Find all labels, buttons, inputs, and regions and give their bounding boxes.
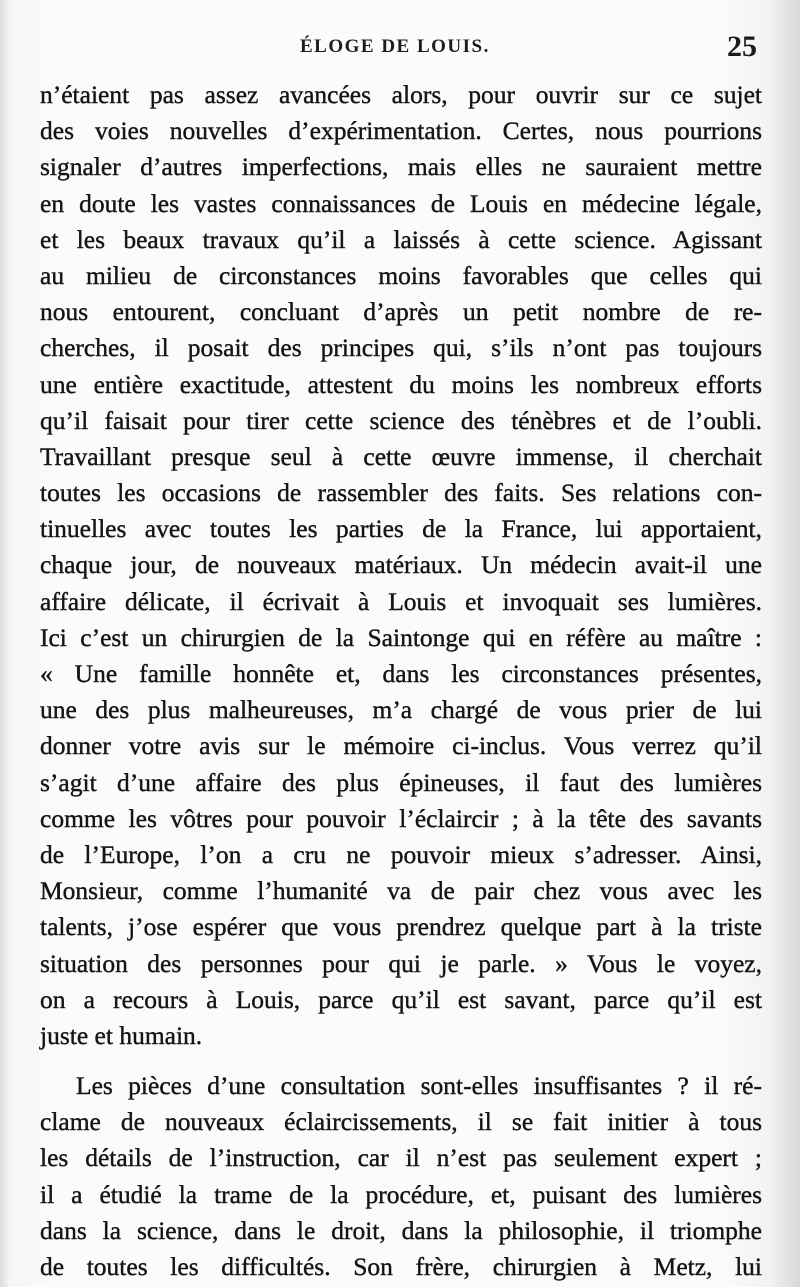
text-line: au milieu de circonstances moins favorables que celles qui xyxy=(40,260,762,290)
text-line: nous entourent, concluant d’après un petit nombre de re- xyxy=(40,297,762,327)
text-line: Monsieur, comme l’humanité va de pair chez vous avec les xyxy=(40,876,762,906)
page-number: 25 xyxy=(727,30,757,63)
text-line: des voies nouvelles d’expérimentation. Certes, nous pourrions xyxy=(40,116,762,146)
text-line: il a étudié la trame de la procédure, et, puisant des lumières xyxy=(40,1179,762,1209)
text-line: « Une famille honnête et, dans les circonstances présentes, xyxy=(40,659,762,688)
text-line: Travaillant presque seul à cette œuvre immense, il cherchait xyxy=(40,441,762,471)
text-line: donner votre avis sur le mémoire ci-inclus. Vous verrez qu’il xyxy=(40,731,762,761)
text-line: une entière exactitude, attestent du moins les nombreux efforts xyxy=(40,369,762,399)
text-line: on a recours à Louis, parce qu’il est savant, parce qu’il est xyxy=(40,984,762,1014)
text-line: et les beaux travaux qu’il a laissés à cette science. Agissant xyxy=(40,224,762,254)
text-line: comme les vôtres pour pouvoir l’éclaircir ; à la tête des savants xyxy=(40,803,762,833)
text-line: Les pièces d’une consultation sont-elles insuffisantes ? il ré- xyxy=(76,1071,762,1101)
text-line: tinuelles avec toutes les parties de la France, lui apportaient, xyxy=(40,514,762,544)
paragraph-break xyxy=(40,1054,762,1068)
text-line: de l’Europe, l’on a cru ne pouvoir mieux s’adresser. Ainsi, xyxy=(40,839,762,869)
text-line: situation des personnes pour qui je parle. » Vous le voyez, xyxy=(40,948,762,978)
text-line: cherches, il posait des principes qui, s’ils n’ont pas toujours xyxy=(40,333,762,363)
text-line: juste et humain. xyxy=(40,1020,203,1050)
text-line: chaque jour, de nouveaux matériaux. Un médecin avait-il une xyxy=(40,550,762,580)
text-line: Ici c’est un chirurgien de la Saintonge qui en réfère au maître : xyxy=(40,622,762,652)
body-text xyxy=(40,77,762,1285)
text-line: dans la science, dans le droit, dans la philosophie, il triomphe xyxy=(40,1215,762,1245)
text-line: une des plus malheureuses, m’a chargé de vous prier de lui xyxy=(40,695,762,725)
text-line: clame de nouveaux éclaircissements, il se fait initier à tous xyxy=(40,1107,762,1137)
text-line: en doute les vastes connaissances de Louis en médecine légale, xyxy=(40,188,762,218)
text-line: qu’il faisait pour tirer cette science des ténèbres et de l’oubli. xyxy=(40,405,762,435)
text-line: les détails de l’instruction, car il n’est pas seulement expert ; xyxy=(40,1143,762,1173)
text-line: affaire délicate, il écrivait à Louis et invoquait ses lumières. xyxy=(40,586,762,616)
text-line: de toutes les difficultés. Son frère, chirurgien à Metz, lui xyxy=(40,1252,762,1281)
text-line: signaler d’autres imperfections, mais elles ne sauraient mettre xyxy=(40,152,762,182)
text-line: s’agit d’une affaire des plus épineuses, il faut des lumières xyxy=(40,767,762,797)
text-line: n’étaient pas assez avancées alors, pour ouvrir sur ce sujet xyxy=(40,80,762,109)
page-header xyxy=(0,30,800,70)
running-title: ÉLOGE DE LOUIS. xyxy=(300,36,490,57)
text-line: toutes les occasions de rassembler des faits. Ses relations con- xyxy=(40,478,762,508)
text-line: talents, j’ose espérer que vous prendrez quelque part à la triste xyxy=(40,912,762,942)
